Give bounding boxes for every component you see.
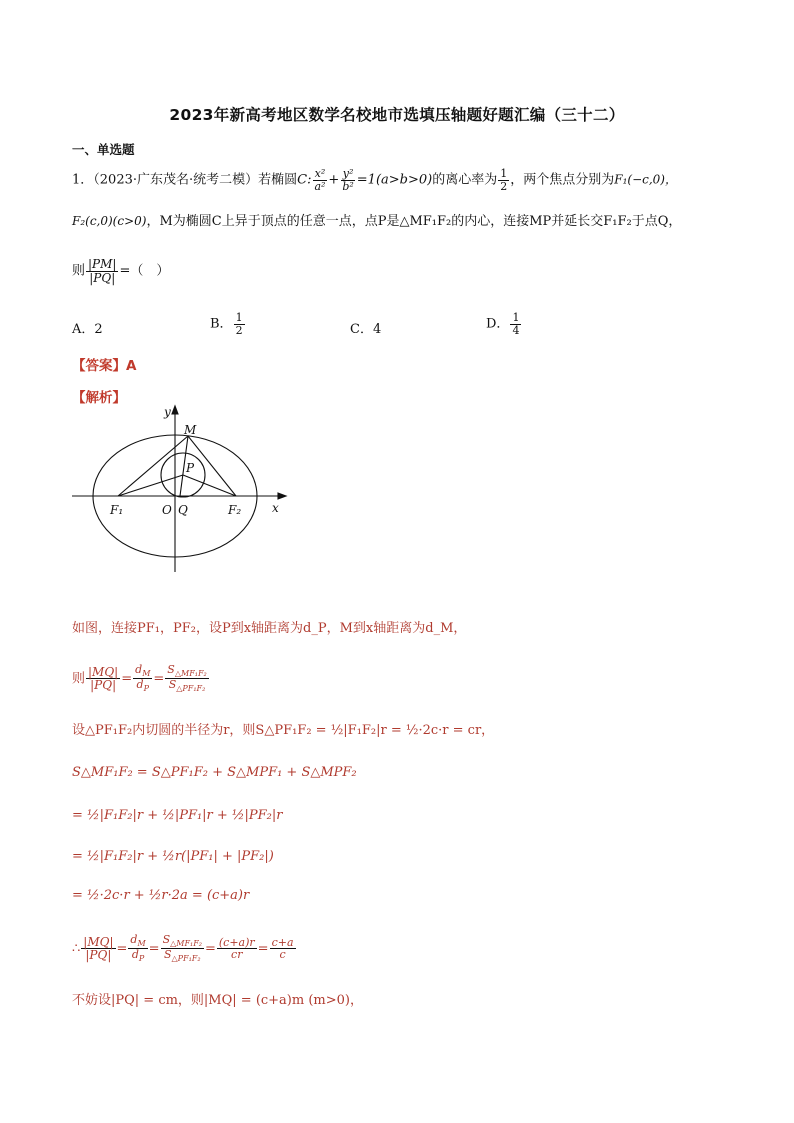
focus-1: F₁(−c,0)， — [614, 172, 677, 187]
solution-line-4: S△MF₁F₂ = S△PF₁F₂ + S△MPF₁ + S△MPF₂ — [72, 765, 357, 780]
question-line-1: 1．（2023·广东茂名·统考二模）若椭圆C: $\frac{\text{x²}}{\text{a²}}$ + $\frac{\text{y²}}{\text{b²}}$ =1(a>b>0)的离心率为 $\frac{1}{2}$ ，两个焦点分别为F₁(−c,0)， — [72, 167, 677, 193]
solution-line-6: = ½|F₁F₂|r + ½r(|PF₁| + |PF₂|) — [72, 849, 274, 864]
label-y: y — [164, 405, 171, 419]
question-line-2 — [72, 215, 681, 228]
solution-line-8: ∴ $\frac{|MQ|}{|PQ|}$ = $\frac{d_M}{d_P}$ = $\frac{S_{\triangle MF_1F_2}}{S_{\triangle PF_1F_2}}$ = $\frac{(c+a)r}{cr}$ = $\frac{c+a}{c}$ — [72, 933, 294, 964]
question-source: 1．（2023·广东茂名·统考二模）若椭圆 — [72, 172, 298, 188]
line-pf1 — [118, 475, 183, 496]
foci-text: ，两个焦点分别为 — [510, 172, 615, 188]
focus-2: F₂(c,0)(c>0) — [72, 214, 147, 228]
question-body: ，M为椭圆C上异于顶点的任意一点，点P是△MF₁F₂的内心，连接MP并延长交F₁F₂于点Q， — [146, 214, 682, 229]
solution-line-2: 则 $\frac{|MQ|}{|PQ|}$ = $\frac{d_M}{d_P}$ = $\frac{S_{\triangle MF_1F_2}}{S_{\triangle PF_1F_2}}$ — [72, 663, 207, 694]
option-b: B． $\frac{1}{2}$ — [210, 311, 243, 337]
question-ask-prefix: 则 — [72, 263, 86, 279]
eccentricity-text: 的离心率为 — [432, 172, 498, 188]
option-c: C．4 — [350, 322, 382, 337]
fraction-y2-b2: $\frac{\text{y²}}{\text{b²}}$ — [342, 167, 354, 193]
fraction-x2-a2: $\frac{\text{x²}}{\text{a²}}$ — [314, 167, 326, 193]
label-p: P — [186, 461, 195, 475]
label-m: M — [184, 423, 197, 437]
solution-line-5: = ½|F₁F₂|r + ½|PF₁|r + ½|PF₂|r — [72, 808, 283, 823]
ellipse-condition: =1(a>b>0) — [356, 172, 433, 188]
fraction-pm-pq: $\frac{|PM|}{|PQ|}$ — [88, 257, 117, 285]
question-line-3 — [72, 258, 169, 284]
x-axis-arrow-icon — [278, 493, 286, 499]
solution-line-7: = ½·2c·r + ½r·2a = (c+a)r — [72, 888, 250, 903]
page-title: 2023年新高考地区数学名校地市选填压轴题好题汇编（三十二） — [169, 106, 625, 124]
fraction-one-half: $\frac{1}{2}$ — [500, 167, 508, 193]
label-x: x — [272, 501, 279, 515]
analysis-label: 【解析】 — [72, 390, 126, 406]
label-o: O — [162, 503, 172, 517]
ellipse-name: C: — [297, 172, 312, 188]
label-f2: F₂ — [228, 503, 242, 517]
label-q: Q — [178, 503, 188, 517]
section-heading: 一、单选题 — [72, 142, 135, 157]
solution-line-3: 设△PF₁F₂内切圆的半径为r，则S△PF₁F₂ = ½|F₁F₂|r = ½·2c·r = cr， — [72, 723, 495, 738]
solution-line-1: 如图，连接PF₁，PF₂，设P到x轴距离为d_P，M到x轴距离为d_M， — [72, 621, 467, 636]
option-a: A．2 — [72, 322, 103, 337]
label-f1: F₁ — [110, 503, 124, 517]
triangle-mf1f2 — [118, 436, 236, 496]
y-axis-arrow-icon — [172, 406, 178, 414]
solution-line-9: 不妨设|PQ| = cm，则|MQ| = (c+a)m (m>0)， — [72, 993, 363, 1008]
option-d: D． $\frac{1}{4}$ — [486, 311, 520, 337]
question-ask-suffix: =（ ） — [119, 263, 170, 279]
answer-label: 【答案】A — [72, 358, 137, 374]
ellipse-diagram — [70, 400, 290, 580]
